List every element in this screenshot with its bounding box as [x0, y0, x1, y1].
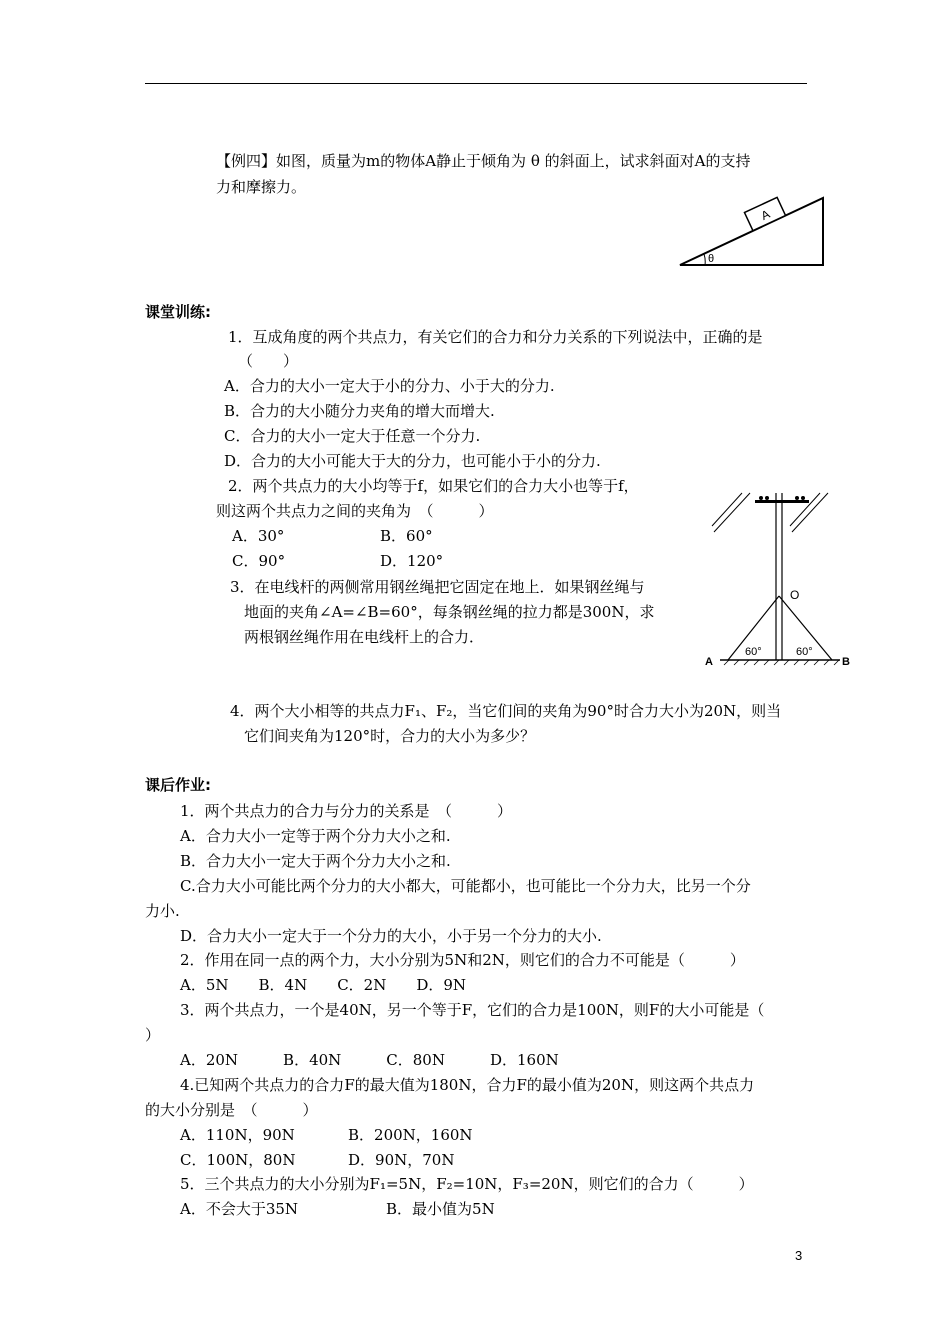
cw-q1-stem2: （ ）: [238, 352, 299, 370]
pole-label-b: B: [842, 656, 850, 668]
hw-q1-stem: 1．两个共点力的合力与分力的关系是 （ ）: [180, 802, 513, 820]
hw-q1-option-d: D．合力大小一定大于一个分力的大小，小于另一个分力的大小.: [180, 927, 602, 945]
hw-q1-option-b: B．合力大小一定大于两个分力大小之和.: [180, 852, 451, 870]
incline-angle-label: θ: [708, 253, 715, 265]
hw-q1-option-c1: C.合力大小可能比两个分力的大小都大，可能都小，也可能比一个分力大，比另一个分: [180, 877, 751, 895]
hw-q4-stem1: 4.已知两个共点力的合力F的最大值为180N，合力F的最小值为20N，则这两个共点力: [180, 1076, 755, 1094]
hw-q4-option-c: C．100N，80N: [180, 1151, 296, 1169]
cw-q2-option-b: B．60°: [380, 527, 433, 545]
hw-q4-option-b: B．200N，160N: [348, 1126, 473, 1144]
hw-q4-option-d: D．90N，70N: [348, 1151, 455, 1169]
cw-q2-option-a: A．30°: [232, 527, 285, 545]
cw-q1-option-d: D．合力的大小可能大于大的分力，也可能小于小的分力.: [224, 452, 601, 470]
pole-angle-right: 60°: [796, 646, 813, 658]
cw-q1-option-a: A．合力的大小一定大于小的分力、小于大的分力.: [224, 377, 555, 395]
hw-q1-option-c2: 力小.: [145, 902, 180, 920]
example4-line1: 【例四】如图，质量为m的物体A静止于倾角为 θ 的斜面上，试求斜面对A的支持: [216, 152, 751, 170]
pole-figure: [700, 488, 855, 670]
cw-q2-stem1: 2．两个共点力的大小均等于f，如果它们的合力大小也等于f，: [228, 477, 639, 495]
hw-q3-stem1: 3．两个共点力，一个是40N，另一个等于F，它们的合力是100N，则F的大小可能是（: [180, 1001, 765, 1019]
hw-q5-stem: 5．三个共点力的大小分别为F₁=5N，F₂=10N，F₃=20N，则它们的合力（ ）: [180, 1175, 754, 1193]
cw-q2-option-c: C．90°: [232, 552, 286, 570]
hw-q5-option-a: A．不会大于35N: [180, 1200, 299, 1218]
hw-q5-option-b: B．最小值为5N: [386, 1200, 495, 1218]
cw-q1-stem1: 1．互成角度的两个共点力，有关它们的合力和分力关系的下列说法中，正确的是: [228, 328, 763, 346]
cw-q4-line2: 它们间夹角为120°时，合力的大小为多少？: [244, 727, 536, 745]
homework-heading: 课后作业:: [145, 776, 211, 794]
hw-q2-options: A．5N B．4N C．2N D．9N: [180, 976, 467, 994]
hw-q3-options: A．20N B．40N C．80N D．160N: [180, 1051, 559, 1069]
cw-q1-option-b: B．合力的大小随分力夹角的增大而增大.: [224, 402, 495, 420]
example4-line2: 力和摩擦力。: [216, 178, 307, 196]
cw-q3-line2: 地面的夹角∠A=∠B=60°，每条钢丝绳的拉力都是300N，求: [244, 603, 655, 621]
header-rule: [145, 83, 807, 84]
hw-q1-option-a: A．合力大小一定等于两个分力大小之和.: [180, 827, 451, 845]
pole-label-o: O: [790, 588, 800, 602]
cw-q1-option-c: C．合力的大小一定大于任意一个分力.: [224, 427, 481, 445]
hw-q3-stem2: ）: [145, 1026, 161, 1044]
cw-q3-line1: 3．在电线杆的两侧常用钢丝绳把它固定在地上．如果钢丝绳与: [230, 578, 645, 596]
page-number: 3: [795, 1248, 803, 1263]
cw-q2-stem2: 则这两个共点力之间的夹角为 （ ）: [216, 502, 494, 520]
cw-q2-option-d: D．120°: [380, 552, 444, 570]
cw-q3-line3: 两根钢丝绳作用在电线杆上的合力．: [244, 628, 485, 646]
classwork-heading: 课堂训练:: [145, 303, 211, 321]
pole-label-a: A: [705, 656, 713, 668]
hw-q4-stem2: 的大小分别是 （ ）: [145, 1101, 318, 1119]
cw-q4-line1: 4．两个大小相等的共点力F₁、F₂，当它们间的夹角为90°时合力大小为20N，则当: [230, 702, 782, 720]
hw-q4-option-a: A．110N，90N: [180, 1126, 295, 1144]
block-label: A: [758, 206, 773, 223]
hw-q2-stem: 2．作用在同一点的两个力，大小分别为5N和2N，则它们的合力不可能是（ ）: [180, 951, 745, 969]
incline-figure: [675, 190, 830, 270]
pole-angle-left: 60°: [745, 646, 762, 658]
